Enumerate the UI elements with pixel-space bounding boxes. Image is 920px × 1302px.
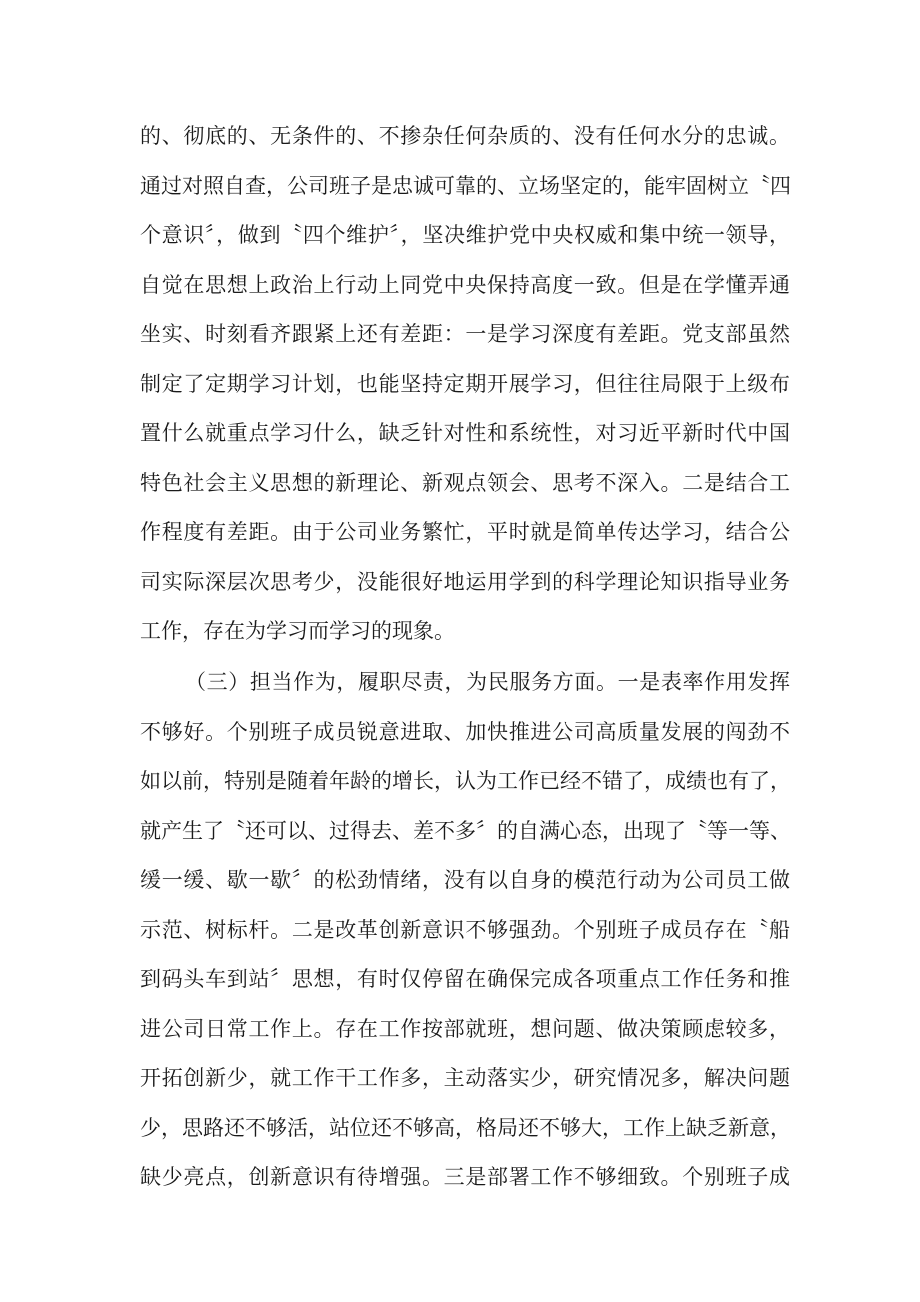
text-line: 开拓创新少，就工作干工作多，主动落实少，研究情况多，解决问题 xyxy=(140,1066,790,1090)
paragraph-loyalty-continuation xyxy=(140,112,790,657)
text-line: 示范、树标杆。二是改革创新意识不够强劲。个别班子成员存在〝船 xyxy=(140,917,790,942)
text-line: 自觉在思想上政治上行动上同党中央保持高度一致。但是在学懂弄通 xyxy=(140,272,790,297)
text-line: 不够好。个别班子成员锐意进取、加快推进公司高质量发展的闯劲不 xyxy=(140,719,790,744)
text-line: 缓一缓、歇一歇〞的松劲情绪，没有以自身的模范行动为公司员工做 xyxy=(140,868,790,892)
paragraph-section-three xyxy=(140,658,790,1203)
text-line: 作程度有差距。由于公司业务繁忙，平时就是简单传达学习，结合公 xyxy=(140,520,790,544)
text-line: 的、彻底的、无条件的、不掺杂任何杂质的、没有任何水分的忠诚。 xyxy=(140,124,790,148)
text-line: 少，思路还不够活，站位还不够高，格局还不够大，工作上缺乏新意， xyxy=(140,1115,791,1140)
text-line: 司实际深层次思考少，没能很好地运用学到的科学理论知识指导业务 xyxy=(140,569,790,594)
section-heading-line: （三）担当作为，履职尽责，为民服务方面。一是表率作用发挥 xyxy=(185,670,790,694)
text-line: 个意识〞，做到〝四个维护〞，坚决维护党中央权威和集中统一领导， xyxy=(140,223,790,247)
text-line: 制定了定期学习计划，也能坚持定期开展学习，但往往局限于上级布 xyxy=(140,371,790,396)
text-line: 坐实、时刻看齐跟紧上还有差距：一是学习深度有差距。党支部虽然 xyxy=(140,322,790,346)
text-line: 缺少亮点，创新意识有待增强。三是部署工作不够细致。个别班子成 xyxy=(140,1165,790,1189)
text-line: 进公司日常工作上。存在工作按部就班，想问题、做决策顾虑较多， xyxy=(140,1016,790,1041)
text-line: 工作，存在为学习而学习的现象。 xyxy=(140,619,455,643)
text-line: 如以前，特别是随着年龄的增长，认为工作已经不错了，成绩也有了， xyxy=(140,769,791,793)
text-line: 就产生了〝还可以、过得去、差不多〞的自满心态，出现了〝等一等、 xyxy=(140,818,791,843)
text-line: 到码头车到站〞思想，有时仅停留在确保完成各项重点工作任务和推 xyxy=(140,967,790,991)
text-line: 置什么就重点学习什么，缺乏针对性和系统性，对习近平新时代中国 xyxy=(140,421,790,445)
text-line: 通过对照自查，公司班子是忠诚可靠的、立场坚定的，能牢固树立〝四 xyxy=(140,173,791,198)
text-line: 特色社会主义思想的新理论、新观点领会、思考不深入。二是结合工 xyxy=(140,470,790,495)
